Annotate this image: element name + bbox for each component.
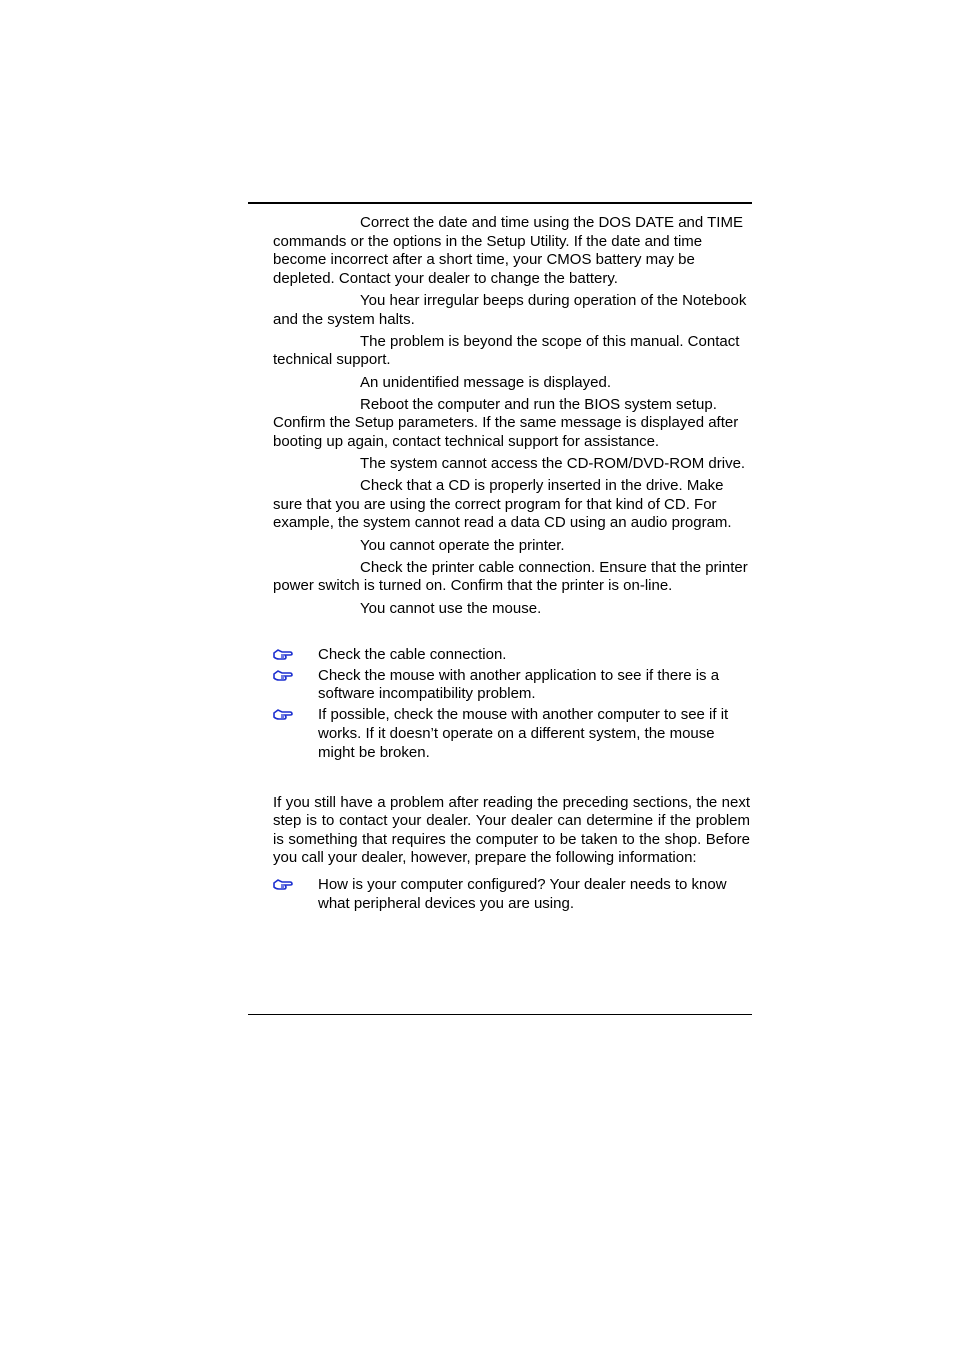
header-rule [248, 202, 752, 204]
pointing-hand-icon [273, 668, 293, 684]
list-item-text: Check the cable connection. [318, 645, 507, 663]
dealer-checklist [273, 876, 755, 913]
pointing-hand-icon [273, 647, 293, 663]
paragraph-printer-fix: Check the printer cable connection. Ensure that the printer power switch is turned on. Confirm that the printer is on-line. [273, 558, 748, 595]
pointing-hand-icon [273, 707, 293, 723]
paragraph-contact-dealer: If you still have a problem after reading the preceding sections, the next step is to contact your dealer. Your dealer can determine if the problem is something that requires the computer to be taken to the shop. Before you call your dealer, however, prepare the following information: [273, 793, 750, 867]
paragraph-check-cd: Check that a CD is properly inserted in the drive. Make sure that you are using the correct program for that kind of CD. For example, the system cannot read a data CD using an audio program. [273, 477, 732, 532]
list-item [273, 706, 755, 762]
paragraph-irregular-beeps: You hear irregular beeps during operation of the Notebook and the system halts. [273, 291, 747, 328]
paragraph-reboot-bios: Reboot the computer and run the BIOS system setup. Confirm the Setup parameters. If the same message is displayed after booting up again, contact technical support for assistance. [273, 395, 739, 450]
mouse-checklist [273, 646, 755, 762]
paragraph-unidentified-message: An unidentified message is displayed. [360, 373, 611, 391]
paragraph-mouse-problem: You cannot use the mouse. [360, 599, 542, 617]
paragraph-date-time-fix: Correct the date and time using the DOS DATE and TIME commands or the options in the Setup Utility. If the date and time become incorrect after a short time, your CMOS battery may be depleted. Contact your dealer to change the battery. [273, 214, 743, 287]
page-body [273, 214, 755, 916]
spacer [273, 765, 755, 794]
list-item-text: If possible, check the mouse with another computer to see if it works. If it doesn’t operate on a different system, the mouse might be broken. [318, 706, 729, 761]
pointing-hand-icon [273, 877, 293, 893]
footer-rule [248, 1014, 752, 1015]
paragraph-cdrom-access: The system cannot access the CD-ROM/DVD-ROM drive. [360, 455, 746, 473]
list-item [273, 876, 755, 913]
list-item-text: Check the mouse with another application to see if there is a software incompatibility problem. [318, 666, 720, 703]
paragraph-beyond-scope: The problem is beyond the scope of this manual. Contact technical support. [273, 332, 740, 369]
paragraph-printer-problem: You cannot operate the printer. [360, 536, 565, 554]
spacer [273, 622, 755, 646]
list-item [273, 646, 755, 665]
list-item [273, 667, 755, 704]
list-item-text: How is your computer configured? Your dealer needs to know what peripheral devices you are using. [318, 875, 727, 912]
